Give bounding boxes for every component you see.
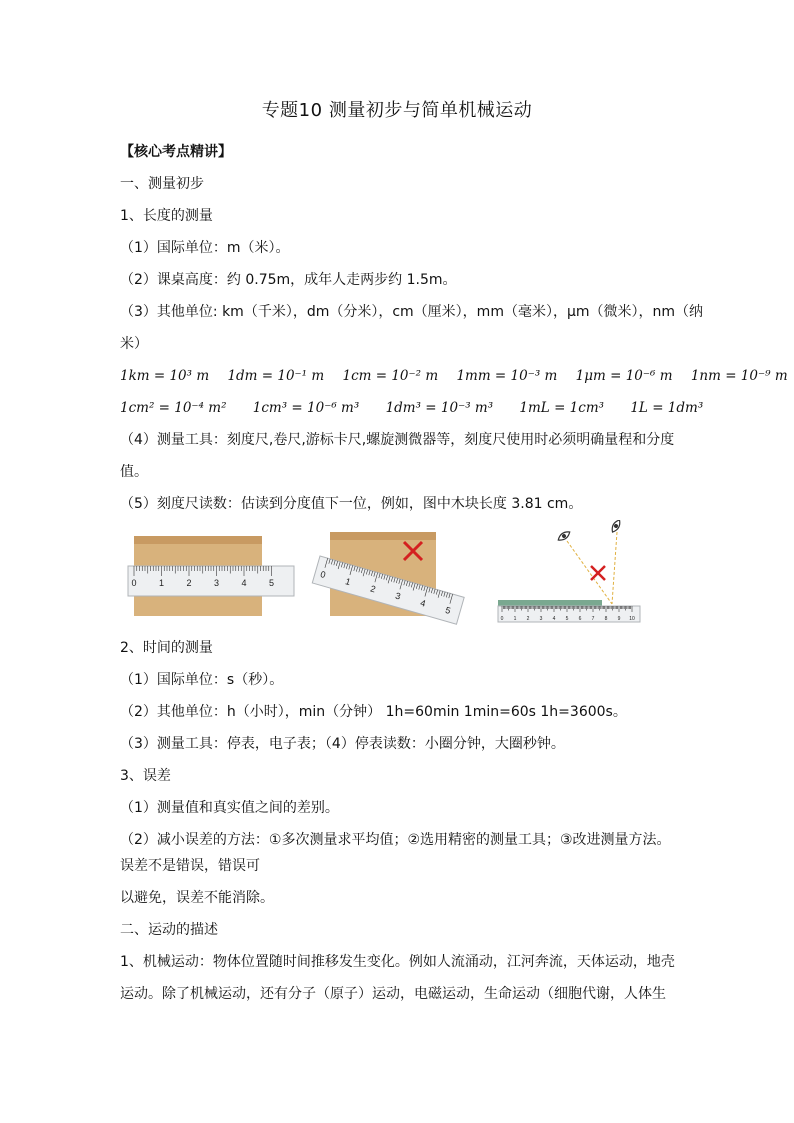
formula: 1cm³ = 10⁻⁶ m³ (252, 400, 360, 416)
ruler-tick-label: 9 (617, 616, 621, 622)
formula: 1nm = 10⁻⁹ m (690, 368, 788, 384)
panel-correct-reading (128, 536, 294, 616)
eye-icon (610, 520, 622, 534)
ruler-tick-label: 3 (394, 590, 402, 602)
sight-line (612, 532, 617, 604)
eye-icon (557, 530, 572, 543)
ruler-figure (120, 520, 650, 632)
ruler-tick-label: 0 (319, 569, 327, 581)
ruler-tick-label: 10 (629, 616, 635, 622)
paragraph: 1、机械运动：物体位置随时间推移发生变化。例如人流涌动，江河奔流，天体运动，地壳 (120, 954, 675, 970)
paragraph: 米） (120, 336, 148, 352)
ruler-tick-label: 4 (552, 616, 556, 622)
ruler-tick-label: 2 (526, 616, 530, 622)
section-heading: 【核心考点精讲】 (120, 144, 232, 160)
page-title: 专题10 测量初步与简单机械运动 (261, 100, 533, 121)
ruler-tick-label: 0 (500, 616, 504, 622)
object-bar (498, 600, 602, 606)
ruler-tick-label: 4 (419, 597, 427, 609)
paragraph: （5）刻度尺读数：估读到分度值下一位，例如，图中木块长度 3.81 cm。 (120, 496, 583, 512)
paragraph: （1）国际单位：m（米）。 (120, 240, 290, 256)
formula: 1dm = 10⁻¹ m (227, 368, 325, 384)
formula: 1dm³ = 10⁻³ m³ (385, 400, 494, 416)
paragraph: （2）其他单位：h（小时），min（分钟） 1h=60min 1min=60s 1h=3600s。 (120, 704, 627, 720)
heading-2: 二、运动的描述 (120, 922, 218, 938)
cross-mark-icon (591, 566, 605, 580)
paragraph: 值。 (120, 464, 148, 480)
ruler-tick-label: 7 (591, 616, 595, 622)
ruler-tick-label: 5 (268, 578, 275, 588)
paragraph: （4）测量工具：刻度尺,卷尺,游标卡尺,螺旋测微器等，刻度尺使用时必须明确量程和分度 (120, 432, 675, 448)
paragraph: （1）国际单位：s（秒）。 (120, 672, 284, 688)
formula: 1km = 10³ m (120, 368, 210, 384)
subheading: 2、时间的测量 (120, 640, 213, 656)
paragraph: （3）其他单位: km（千米），dm（分米），cm（厘米），mm（毫米），μm（微米），nm（纳 (120, 304, 704, 320)
paragraph: （1）测量值和真实值之间的差别。 (120, 800, 339, 816)
formula: 1mm = 10⁻³ m (456, 368, 558, 384)
ruler-tick-label: 1 (513, 616, 517, 622)
ruler-tick-label: 6 (578, 616, 582, 622)
formula: 1L = 1dm³ (630, 400, 704, 416)
formula: 1cm² = 10⁻⁴ m² (120, 400, 227, 416)
ruler-tick-label: 3 (539, 616, 543, 622)
wood-block-top (330, 532, 436, 540)
paragraph: 误差不是错误，错误可 (120, 858, 260, 874)
ruler-tick-label: 5 (565, 616, 569, 622)
panel-viewing-angle (498, 520, 640, 622)
ruler-tick-label: 0 (131, 578, 137, 588)
ruler-tick-label: 3 (213, 578, 220, 588)
formula: 1mL = 1cm³ (519, 400, 605, 416)
ruler-tick-label: 1 (158, 578, 165, 588)
ruler-tick-label: 1 (344, 576, 352, 588)
panel-tilted-ruler (312, 532, 464, 624)
sight-line (567, 541, 612, 604)
paragraph: 运动。除了机械运动，还有分子（原子）运动，电磁运动，生命运动（细胞代谢，人体生 (120, 986, 666, 1002)
wood-block-top (134, 536, 262, 544)
formula: 1cm = 10⁻² m (342, 368, 439, 384)
paragraph: 以避免，误差不能消除。 (120, 890, 274, 906)
paragraph: （2）减小误差的方法：①多次测量求平均值；②选用精密的测量工具；③改进测量方法。 (120, 832, 671, 848)
formula-row-1 (120, 366, 788, 386)
paragraph: （3）测量工具：停表，电子表；（4）停表读数：小圈分钟，大圈秒钟。 (120, 736, 565, 752)
ruler-tick-label: 2 (186, 578, 192, 588)
ruler-tick-label: 4 (241, 578, 247, 588)
ruler-tick-label: 5 (444, 604, 452, 616)
formula: 1μm = 10⁻⁶ m (575, 368, 673, 384)
formula-row-2 (120, 398, 704, 418)
heading-1: 一、测量初步 (120, 176, 204, 192)
ruler-tick-label: 8 (604, 616, 608, 622)
paragraph: （2）课桌高度：约 0.75m，成年人走两步约 1.5m。 (120, 272, 457, 288)
subheading: 1、长度的测量 (120, 208, 213, 224)
subheading: 3、误差 (120, 768, 171, 784)
ruler-tick-label: 2 (369, 583, 377, 595)
